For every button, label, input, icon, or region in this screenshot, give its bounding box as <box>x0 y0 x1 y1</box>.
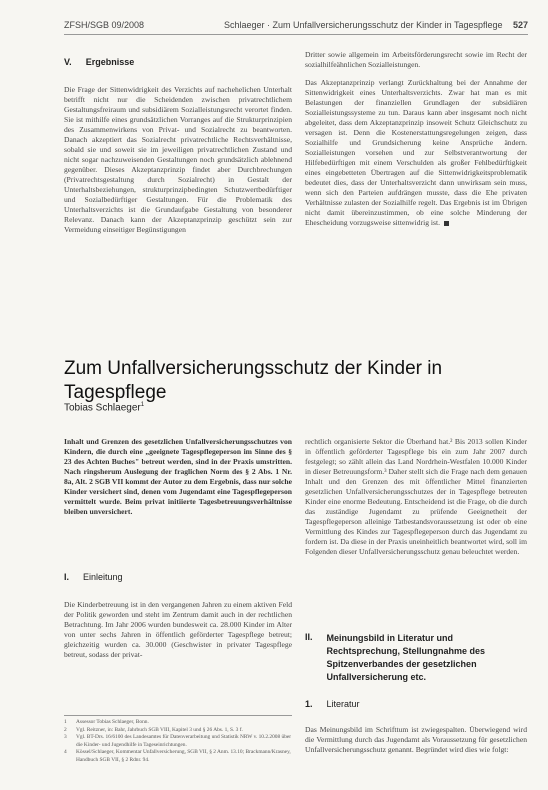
subsection-number: 1. <box>305 699 313 709</box>
footnote-text: Assessor Tobias Schlaeger, Bonn. <box>76 719 149 725</box>
page-header <box>64 18 528 35</box>
article-title: Zum Unfallversicherungsschutz der Kinder in Tagespflege <box>64 357 443 403</box>
ergebnisse-column <box>64 85 292 243</box>
article-abstract: Inhalt und Grenzen des gesetzlichen Unfallversicherungsschutzes von Kindern, die durch eine „geeignete Tagespflegeperson im Sinne des § 23 des Achten Buches" betreut werden, sind in der Praxis umstritten. Nach ringsherum Auslegung der fraglichen Norm des § 2 Abs. 1 Nr. 8a, Alt. 2 SGB VII kommt der Autor zu dem Ergebnis, dass nur solche Kinder versichert sind, denen vom Jugendamt eine Tagespflegeperson vermittelt wurde. Beim privat initiierte Tagesbetreuungsverhältnisse bleiben unversichert. <box>64 437 292 516</box>
right-top-paragraph-2 <box>305 78 527 228</box>
footnote-number: 1 <box>64 719 67 725</box>
subsection-title: Literatur <box>326 699 360 709</box>
footnote-text: Kössel/Schlaeger, Kommentar Unfallversicherung, SGB VII, § 2 Anm. 13.10; Brackmann/Krasney, Handbuch SGB VII, § 2 Rdnr. 94. <box>76 749 291 763</box>
section-number: I. <box>64 572 70 582</box>
page-number: 527 <box>512 20 528 30</box>
section-number: V. <box>64 57 72 67</box>
footnote-text: Vgl. BT-Drs. 16/6100 des Landesamtes für Datenverarbeitung und Statistik NRW v. 10.2.2008 über die Kinder- und Jugendhilfe in Tageseinrichtungen. <box>76 734 292 748</box>
author-name: Tobias Schlaeger <box>64 402 141 414</box>
right-top-paragraph-2-text: Das Akzeptanzprinzip verlangt Zurückhaltung bei der Annahme der Sittenwidrigkeit eines Unterhaltsverzichts. Zwar hat man es mit Belastungen der finanziellen Grundlagen der subsidiären Sozialleistungssysteme zu tun. Daraus kann aber insgesamt noch nicht abgeleitet, dass dem Akzeptanzprinzip insoweit Schutz Gleichschutz zu versagen ist. Denn die Kostenerstattungsregelungen zeigen, dass Sozialhilfe und Grundsicherung keine Ansprüche ändern. Sozialleistungen vorsehen und zur Selbstverantwortung der Hilfebedürftigen mit einem Verschulden als großer Fehlbedürftigkeit eines eingebetteten Übertragen auf die Sittenwidrigkeitsproblematik bedeutet dies, dass der Unterhaltsverzicht dann unwirksam sein muss, wenn sich den Parteien aufdrängen musste, dass die Ehe privaten Verhältnisse zulasten der Sozialhilfe regelt. Das Ergebnis ist im Übrigen nicht damit übereinzustimmen, ob eine solche Minderung der Ehescheidung vorzugsweise sittenwidrig ist. <box>305 78 527 227</box>
article-author <box>64 402 144 413</box>
footnote <box>64 719 292 727</box>
section-number: II. <box>305 632 313 642</box>
right-bottom-paragraph: rechtlich organisierte Sektor die Überhand hat.² Bis 2013 sollen Kinder in öffentlich geförderter Tagespflege bis ein zum Jahr 2007 durch festgelegt; so zählt allein das Land Nordrhein-Westfalen 10.000 Kinder in dieser Betreuungsform.³ Daher stellt sich die Frage nach dem genauen Inhalt und den Grenzen des mit öffentlicher Mittel finanzierten gesetzlichen Unfallversicherungsschutzes der in Tagespflege betreuten Kinder eine enorme Bedeutung. Entscheidend ist die Frage, ob die durch das zuständige Jugendamt zu prüfende Geeignetheit der Tagespflegeperson alleinige Tatbestandsvoraussetzung ist oder ob eine Vermittlung des Kindes zur Tagespflegeperson durch das Jugendamt zu fordern ist. Da diese in der Praxis uneinheitlich beantwortet wird, soll im Folgenden dieser Unfallversicherungsschutz genau beleuchtet werden. <box>305 437 527 556</box>
right-top-paragraph-1: Dritter sowie allgemein im Arbeitsförderungsrecht sowie im Recht der sozialhilfeähnlichen Sozialleistungen. <box>305 50 527 69</box>
running-title: Schlaeger · Zum Unfallversicherungsschutz der Kinder in Tagespflege <box>224 20 503 30</box>
footnotes <box>64 715 292 765</box>
right-top-column <box>305 50 527 236</box>
section-title: Meinungsbild in Literatur und Rechtsprechung, Stellungnahme des Spitzenverbandes der gesetzlichen Unfallversicherung etc. <box>326 633 486 682</box>
section-heading-einleitung <box>64 572 123 582</box>
article-left-column <box>64 437 292 525</box>
subsection-heading-literatur <box>305 699 360 709</box>
end-of-article-marker <box>444 221 449 226</box>
intro-column <box>64 600 292 668</box>
article-right-column <box>305 437 527 565</box>
ergebnisse-paragraph: Die Frage der Sittenwidrigkeit des Verzichts auf nachehelichen Unterhalt betrifft nicht nur die Scheidenden zwischen privatrechtlichem Gestaltungsfreiraum und subsidiärem Sozialleistungsrecht verortet finden. Sie ist mithilfe eines grundsätzlichen Vorranges auf die Strukturprinzipien des Zusammenwirkens von Privat- und Sozialrecht zu beantworten. Danach akzeptiert das Sozialrecht privatrechtliche Rechtsverhältnisse, sobald sie und soweit sie im jeweiligen privatrechtlichen Zustand und nicht sogar nachzuweisenden Gestaltungen noch grundsätzlich ablehnend gegenüber. Dieses Akzeptanzprinzip findet aber Durchbrechungen (Privatrechtsgestaltung durch Sozialrecht) in Gestalt der Unterhaltsbeziehungen, strukturprinzipbedingten Schutzwertbedürftiger und Sozialbedürftiger Gestaltungen. Für die Problematik des Unterhaltsverzichts ist die Grundaufgabe Gestaltung von besonderer Relevanz. Danach kann der Akzeptanzprinzip geschützt sein zur Vermeidung einseitiger Begünstigungen <box>64 85 292 234</box>
footnote-number: 2 <box>64 726 67 733</box>
literature-column <box>305 725 527 763</box>
journal-issue: ZFSH/SGB 09/2008 <box>64 20 145 30</box>
intro-paragraph: Die Kinderbetreuung ist in den vergangenen Jahren zu einem aktiven Feld der Politik geworden und steht im Zentrum damit auch in der rechtlichen Betrachtung. Im Jahr 2006 wurden bundesweit ca. 28.000 Kinder im Alter von unter sechs Jahren in öffentlich geförderter Tagespflege betreut; gleichzeitig wurden ca. 30.000 (Geschwister in privater Tagespflege betreut, sodass der privat- <box>64 600 292 659</box>
footnote-text: Vgl. Reitzner, in: Bahr, Jahrbuch SGB VIII, Kapitel 3 und § 26 Abs. 1, S. 3 f. <box>76 726 243 733</box>
footnote <box>64 734 292 749</box>
footnote <box>64 749 292 764</box>
section-title: Ergebnisse <box>85 57 135 67</box>
section-heading-meinungsbild <box>305 632 527 684</box>
literature-paragraph: Das Meinungsbild im Schrifttum ist zwiegespalten. Überwiegend wird die Vermittlung durch das Jugendamt als Voraussetzung für gesetzlichen Unfallversicherungsschutz genannt. Begründet wird dies wie folgt: <box>305 725 527 754</box>
section-heading-ergebnisse <box>64 57 134 67</box>
footnote-number: 3 <box>64 734 67 741</box>
author-footnote-ref: 1 <box>140 402 145 408</box>
section-title: Einleitung <box>83 572 123 582</box>
footnote-number: 4 <box>64 749 67 756</box>
